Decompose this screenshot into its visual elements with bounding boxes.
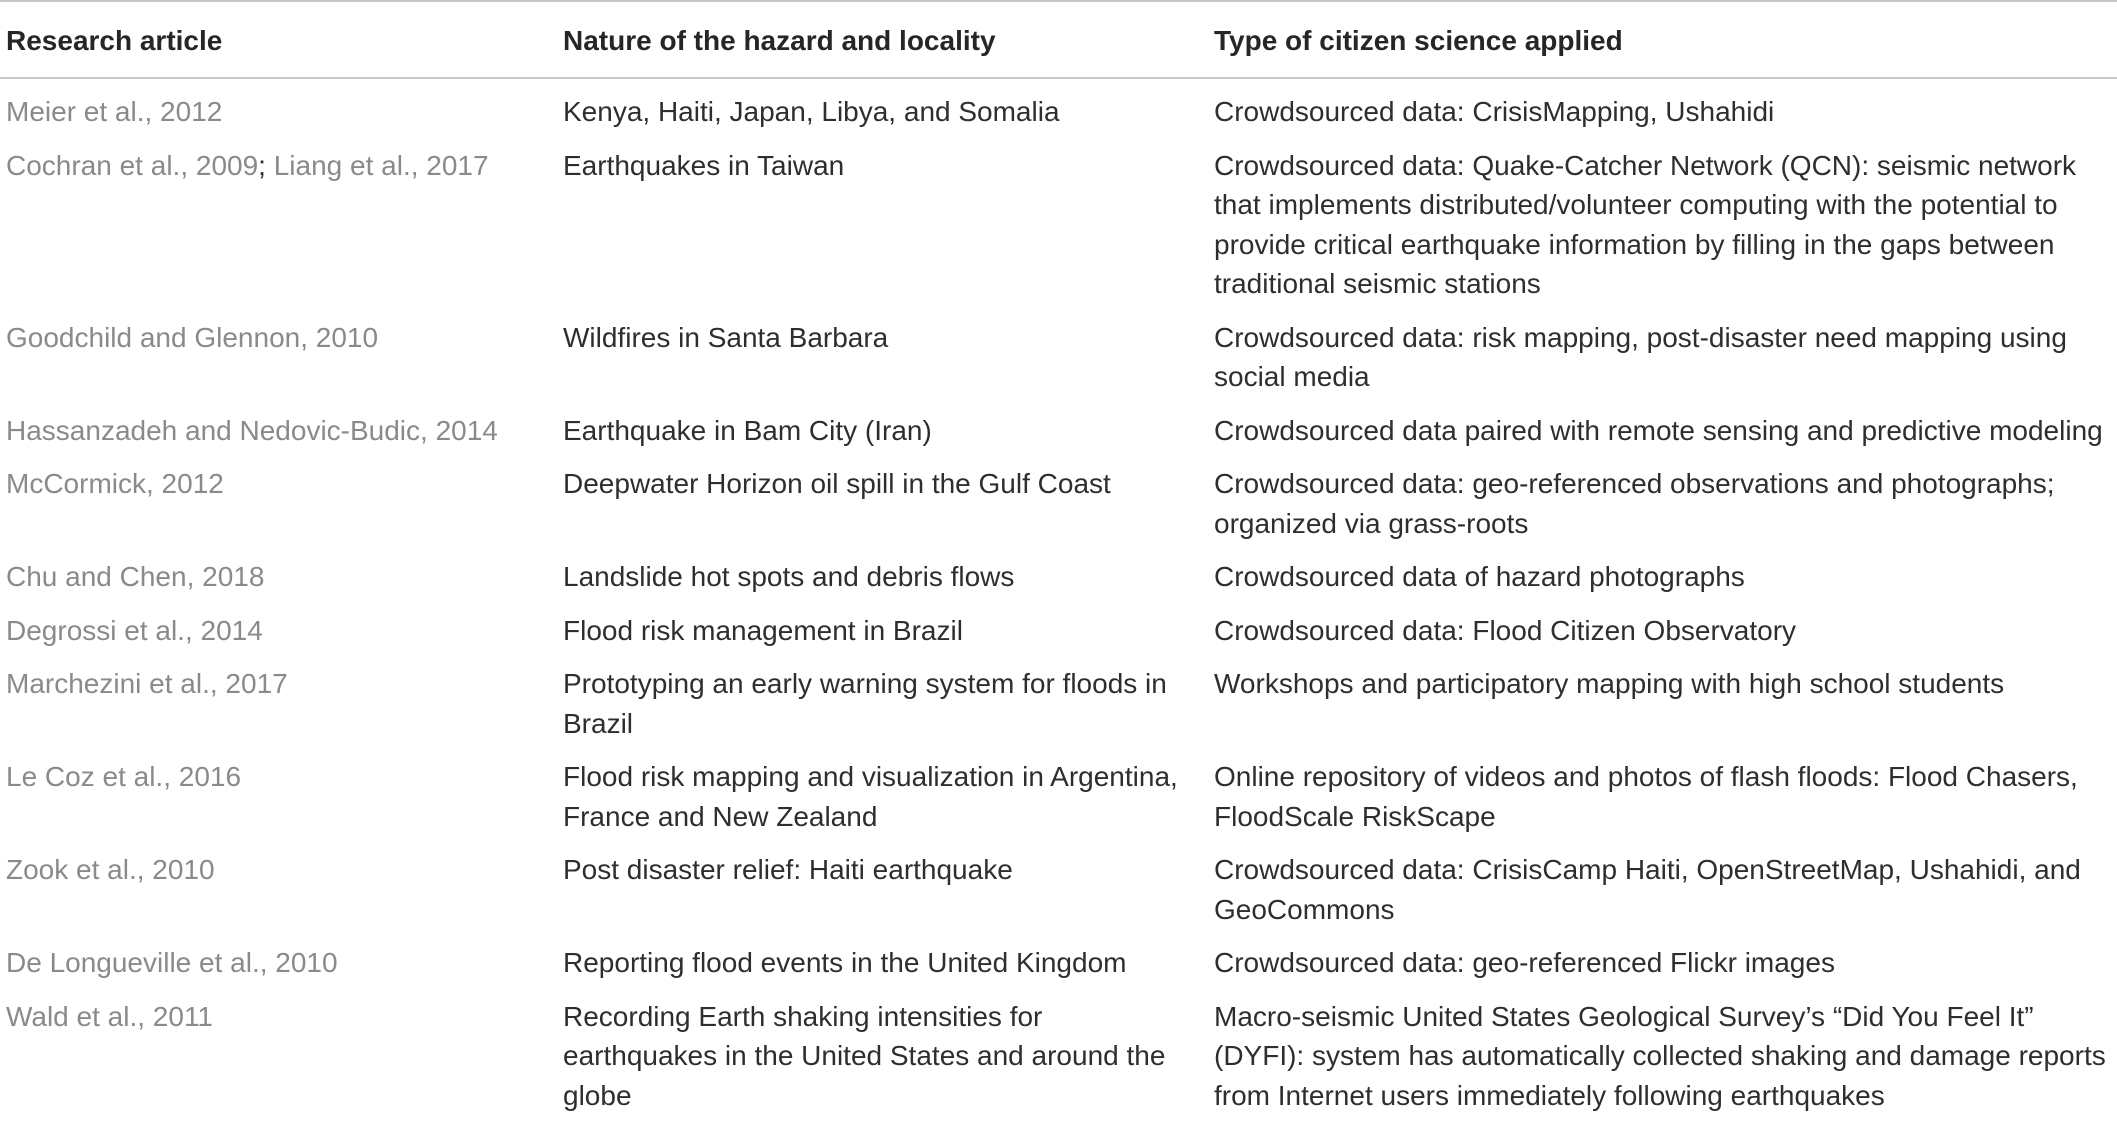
research-article-cell xyxy=(0,750,557,843)
research-article-cell xyxy=(0,604,557,658)
reference-link[interactable]: Zook et al., 2010 xyxy=(6,854,215,885)
research-article-cell xyxy=(0,936,557,990)
reference-link[interactable]: Marchezini et al., 2017 xyxy=(6,668,288,699)
hazard-cell: Deepwater Horizon oil spill in the Gulf Coast xyxy=(557,457,1208,550)
citizen-science-type-cell: Workshops and participatory mapping with high school students xyxy=(1208,657,2117,750)
reference-link[interactable]: Degrossi et al., 2014 xyxy=(6,615,263,646)
citizen-science-type-cell: Crowdsourced data: Quake-Catcher Network (QCN): seismic network that implements distributed/volunteer computing with the potential to provide critical earthquake information by filling in the gaps between traditional seismic stations xyxy=(1208,139,2117,311)
table-row xyxy=(0,139,2117,311)
table-row xyxy=(0,457,2117,550)
header-citizen-science-type: Type of citizen science applied xyxy=(1208,1,2117,78)
reference-link[interactable]: De Longueville et al., 2010 xyxy=(6,947,338,978)
table-row xyxy=(0,990,2117,1122)
research-article-cell xyxy=(0,843,557,936)
table-row xyxy=(0,936,2117,990)
hazard-cell: Recording Earth shaking intensities for earthquakes in the United States and around the globe xyxy=(557,990,1208,1122)
hazard-cell: Earthquake in Bam City (Iran) xyxy=(557,404,1208,458)
hazard-cell: Flood risk mapping and visualization in Argentina, France and New Zealand xyxy=(557,750,1208,843)
hazard-cell: Post disaster relief: Haiti earthquake xyxy=(557,843,1208,936)
table-row xyxy=(0,78,2117,139)
citizen-science-type-cell: Crowdsourced data: CrisisCamp Haiti, OpenStreetMap, Ushahidi, and GeoCommons xyxy=(1208,843,2117,936)
research-article-cell xyxy=(0,990,557,1122)
table-body xyxy=(0,78,2117,1122)
research-article-cell xyxy=(0,657,557,750)
citizen-science-type-cell: Crowdsourced data of hazard photographs xyxy=(1208,550,2117,604)
citizen-science-type-cell: Crowdsourced data: geo-referenced observations and photographs; organized via grass-roots xyxy=(1208,457,2117,550)
reference-link[interactable]: Chu and Chen, 2018 xyxy=(6,561,264,592)
header-research-article: Research article xyxy=(0,1,557,78)
citizen-science-type-cell: Crowdsourced data: risk mapping, post-disaster need mapping using social media xyxy=(1208,311,2117,404)
citizen-science-type-cell: Online repository of videos and photos of flash floods: Flood Chasers, FloodScale RiskScape xyxy=(1208,750,2117,843)
citizen-science-type-cell: Crowdsourced data: CrisisMapping, Ushahidi xyxy=(1208,78,2117,139)
research-article-cell xyxy=(0,311,557,404)
table-row xyxy=(0,550,2117,604)
hazard-cell: Landslide hot spots and debris flows xyxy=(557,550,1208,604)
reference-link[interactable]: Liang et al., 2017 xyxy=(274,150,489,181)
table-row xyxy=(0,843,2117,936)
citizen-science-type-cell: Crowdsourced data: geo-referenced Flickr images xyxy=(1208,936,2117,990)
reference-link[interactable]: Hassanzadeh and Nedovic-Budic, 2014 xyxy=(6,415,498,446)
hazard-cell: Flood risk management in Brazil xyxy=(557,604,1208,658)
table-row xyxy=(0,404,2117,458)
reference-link[interactable]: Meier et al., 2012 xyxy=(6,96,222,127)
hazard-cell: Earthquakes in Taiwan xyxy=(557,139,1208,311)
reference-link[interactable]: Cochran et al., 2009 xyxy=(6,150,258,181)
hazard-cell: Kenya, Haiti, Japan, Libya, and Somalia xyxy=(557,78,1208,139)
table-row xyxy=(0,311,2117,404)
citizen-science-type-cell: Crowdsourced data paired with remote sensing and predictive modeling xyxy=(1208,404,2117,458)
reference-link[interactable]: Goodchild and Glennon, 2010 xyxy=(6,322,378,353)
research-article-cell xyxy=(0,78,557,139)
research-article-cell xyxy=(0,550,557,604)
reference-link[interactable]: Le Coz et al., 2016 xyxy=(6,761,241,792)
header-hazard-locality: Nature of the hazard and locality xyxy=(557,1,1208,78)
table-row xyxy=(0,657,2117,750)
hazard-cell: Reporting flood events in the United Kingdom xyxy=(557,936,1208,990)
table-row xyxy=(0,750,2117,843)
table-header xyxy=(0,1,2117,78)
hazard-cell: Prototyping an early warning system for floods in Brazil xyxy=(557,657,1208,750)
reference-separator: ; xyxy=(258,150,274,181)
citizen-science-type-cell: Crowdsourced data: Flood Citizen Observatory xyxy=(1208,604,2117,658)
reference-link[interactable]: McCormick, 2012 xyxy=(6,468,224,499)
table-row xyxy=(0,604,2117,658)
research-article-cell xyxy=(0,139,557,311)
hazard-cell: Wildfires in Santa Barbara xyxy=(557,311,1208,404)
reference-link[interactable]: Wald et al., 2011 xyxy=(6,1001,213,1032)
header-row xyxy=(0,1,2117,78)
research-article-cell xyxy=(0,457,557,550)
research-article-cell xyxy=(0,404,557,458)
citizen-science-type-cell: Macro-seismic United States Geological Survey’s “Did You Feel It” (DYFI): system has automatically collected shaking and damage reports from Internet users immediately following earthquakes xyxy=(1208,990,2117,1122)
